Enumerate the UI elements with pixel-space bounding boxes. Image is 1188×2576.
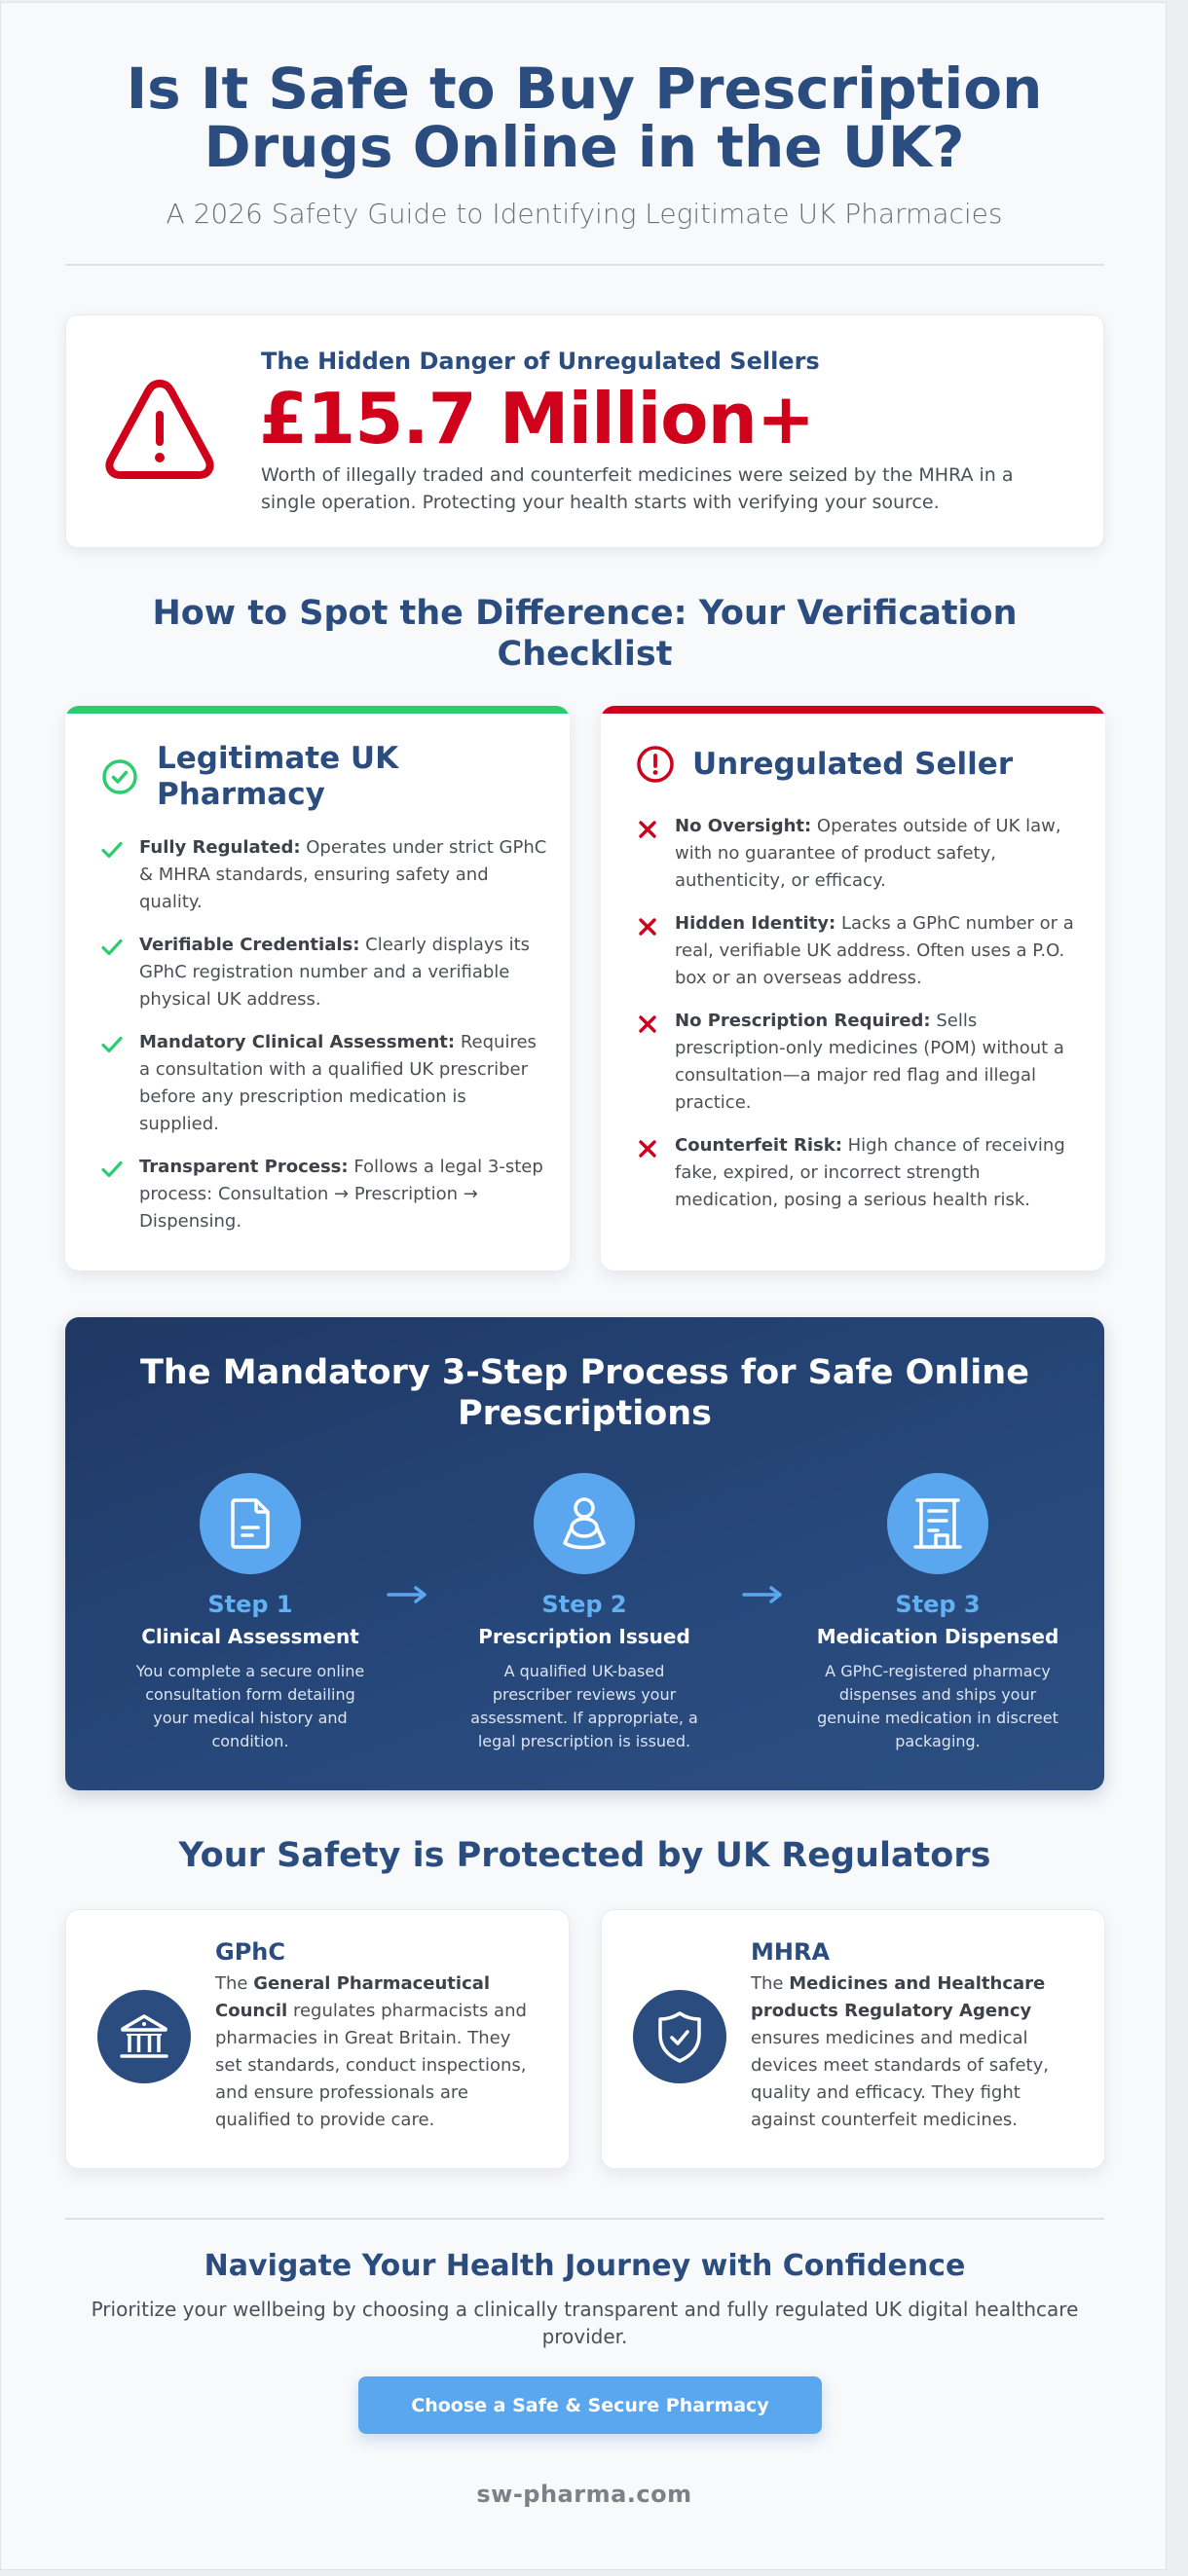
- regulator-name: MHRA: [751, 1938, 831, 1966]
- footer-domain: sw-pharma.com: [476, 2481, 692, 2508]
- step-icon-circle: [887, 1473, 988, 1574]
- regulators-title: Your Safety is Protected by UK Regulators: [178, 1836, 991, 1875]
- cta-description: Prioritize your wellbeing by choosing a clinically transparent and fully regulated UK digital healthcare provider.: [91, 2298, 1079, 2348]
- list-item: [636, 813, 1084, 895]
- cross-icon: [636, 817, 659, 840]
- item-label: Counterfeit Risk:: [675, 1135, 842, 1156]
- three-step-process-panel: [65, 1317, 1104, 1790]
- process-step-3: [801, 1473, 1074, 1753]
- checkmark-icon: [100, 1033, 124, 1056]
- checklist-title: How to Spot the Difference: Your Verification Checklist: [152, 594, 1018, 674]
- desc-text: ensures medicines and medical devices meet standards of safety, quality and efficacy. They fight against counterfeit medicines.: [751, 2028, 1049, 2130]
- warning-triangle-icon: [103, 376, 216, 483]
- legitimate-accent-bar: [65, 706, 570, 714]
- checkmark-icon: [100, 936, 124, 959]
- seized-value-figure: £15.7 Million+: [259, 378, 815, 460]
- list-item: [100, 932, 548, 1013]
- item-label: Mandatory Clinical Assessment:: [139, 1032, 456, 1052]
- arrow-right-icon: [742, 1585, 785, 1604]
- item-label: Transparent Process:: [139, 1157, 349, 1177]
- step-icon-circle: [200, 1473, 301, 1574]
- prescriber-icon: [560, 1494, 609, 1553]
- step-number: Step 1: [207, 1591, 293, 1618]
- regulator-icon-circle: [633, 1990, 726, 2083]
- step-icon-circle: [534, 1473, 635, 1574]
- shield-check-icon: [655, 2009, 704, 2064]
- process-step-1: [114, 1473, 387, 1753]
- desc-prefix: The: [215, 1973, 254, 1994]
- cross-icon: [636, 1012, 659, 1035]
- legitimate-pharmacy-card: [65, 706, 570, 1270]
- step-name: Prescription Issued: [478, 1625, 690, 1648]
- cross-icon: [636, 914, 659, 938]
- page-title: [1, 55, 1168, 180]
- checkmark-icon: [100, 838, 124, 862]
- item-label: Verifiable Credentials:: [139, 935, 360, 955]
- item-text: Operates under strict GPhC & MHRA standards, ensuring safety and quality.: [139, 837, 547, 912]
- document-icon: [227, 1496, 274, 1551]
- item-text: Clearly displays its GPhC registration number and a verifiable physical UK address.: [139, 935, 531, 1010]
- legitimate-criteria-list: [100, 834, 548, 1251]
- item-text: Sells prescription-only medicines (POM) without a consultation—a major red flag and illegal practice.: [675, 1011, 1064, 1113]
- regulator-card-gphc: [65, 1909, 570, 2169]
- list-item: [636, 1008, 1084, 1117]
- danger-stat-card: [65, 314, 1104, 548]
- list-item: [100, 834, 548, 916]
- regulator-description: [215, 1970, 537, 2134]
- step-description: A qualified UK-based prescriber reviews your assessment. If appropriate, a legal prescription is issued.: [470, 1662, 698, 1750]
- step-name: Medication Dispensed: [816, 1625, 1059, 1648]
- choose-pharmacy-button[interactable]: Choose a Safe & Secure Pharmacy: [358, 2376, 822, 2434]
- list-item: [636, 910, 1084, 992]
- item-label: Hidden Identity:: [675, 913, 836, 934]
- step-name: Clinical Assessment: [141, 1625, 359, 1648]
- cross-icon: [636, 1136, 659, 1159]
- regulator-description: [751, 1970, 1072, 2134]
- infographic-page: [0, 2, 1167, 2570]
- desc-text: regulates pharmacists and pharmacies in Great Britain. They set standards, conduct inspections, and ensure professionals are qualified to provide care.: [215, 2001, 527, 2130]
- regulator-card-mhra: [601, 1909, 1105, 2169]
- unregulated-risks-list: [636, 813, 1084, 1230]
- item-text: Requires a consultation with a qualified UK prescriber before any prescription medication is supplied.: [139, 1032, 537, 1134]
- pharmacy-building-icon: [913, 1496, 962, 1551]
- unregulated-seller-card: [601, 706, 1105, 1270]
- regulator-name: GPhC: [215, 1938, 285, 1966]
- regulator-full-name: General Pharmaceutical Council: [215, 1973, 491, 2021]
- unregulated-card-title: Unregulated Seller: [692, 746, 1014, 782]
- page-title-line-1: Is It Safe to Buy Prescription: [126, 55, 1043, 122]
- item-text: Follows a legal 3-step process: Consultation → Prescription → Dispensing.: [139, 1157, 543, 1232]
- step-description: A GPhC-registered pharmacy dispenses and ships your genuine medication in discreet packaging.: [817, 1662, 1058, 1750]
- list-item: [636, 1132, 1084, 1214]
- regulator-icon-circle: [97, 1990, 191, 2083]
- step-number: Step 2: [541, 1591, 627, 1618]
- item-label: Fully Regulated:: [139, 837, 301, 858]
- page-subtitle: A 2026 Safety Guide to Identifying Legitimate UK Pharmacies: [166, 198, 1003, 230]
- page-title-line-2: Drugs Online in the UK?: [204, 114, 965, 180]
- item-text: Operates outside of UK law, with no guarantee of product safety, authenticity, or efficacy.: [675, 816, 1061, 891]
- checkmark-icon: [100, 1158, 124, 1181]
- danger-description: Worth of illegally traded and counterfeit medicines were seized by the MHRA in a single operation. Protecting your health starts with verifying your source.: [261, 464, 1014, 513]
- cta-title: Navigate Your Health Journey with Confidence: [204, 2249, 966, 2283]
- list-item: [100, 1154, 548, 1235]
- unregulated-accent-bar: [601, 706, 1105, 714]
- item-text: Lacks a GPhC number or a real, verifiable UK address. Often uses a P.O. box or an overseas address.: [675, 913, 1074, 988]
- header-divider: [65, 264, 1104, 266]
- item-label: No Oversight:: [675, 816, 812, 836]
- alert-circle-icon: [636, 745, 675, 784]
- process-step-2: [448, 1473, 721, 1753]
- step-description: You complete a secure online consultation form detailing your medical history and condition.: [135, 1662, 365, 1750]
- arrow-right-icon: [387, 1585, 429, 1604]
- item-label: No Prescription Required:: [675, 1011, 931, 1031]
- check-circle-icon: [100, 757, 139, 796]
- process-title: The Mandatory 3-Step Process for Safe Online Prescriptions: [140, 1353, 1029, 1433]
- legitimate-card-title: Legitimate UK Pharmacy: [157, 741, 399, 812]
- step-number: Step 3: [895, 1591, 981, 1618]
- regulator-full-name: Medicines and Healthcare products Regulatory Agency: [751, 1973, 1046, 2021]
- institution-icon: [119, 2011, 169, 2062]
- item-text: High chance of receiving fake, expired, or incorrect strength medication, posing a serious health risk.: [675, 1135, 1065, 1210]
- list-item: [100, 1029, 548, 1138]
- desc-prefix: The: [751, 1973, 790, 1994]
- danger-heading: The Hidden Danger of Unregulated Sellers: [261, 348, 820, 375]
- cta-divider: [65, 2218, 1104, 2220]
